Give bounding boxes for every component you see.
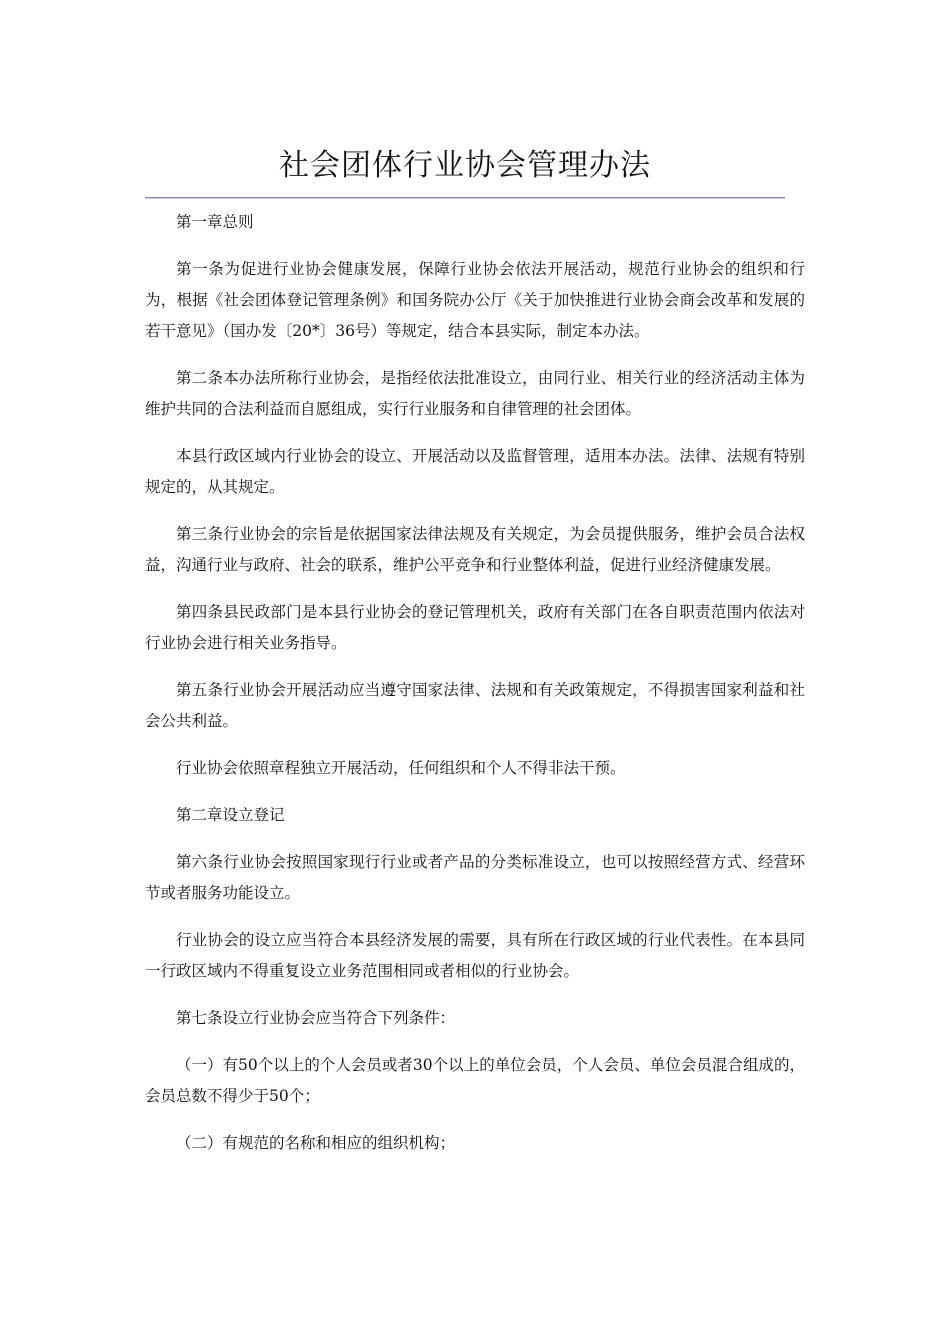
paragraph: 第七条设立行业协会应当符合下列条件：	[176, 1009, 456, 1027]
chapter-heading: 第一章总则	[176, 213, 254, 231]
paragraph: 行业协会依照章程独立开展活动，任何组织和个人不得非法干预。	[176, 759, 626, 777]
paragraph: （一）有50个以上的个人会员或者30个以上的单位会员，个人会员、单位会员混合组成的，会员总数不得少于50个；	[145, 1056, 805, 1105]
paragraph: 本县行政区域内行业协会的设立、开展活动以及监督管理，适用本办法。法律、法规有特别规定的，从其规定。	[145, 447, 805, 496]
title-divider	[145, 197, 785, 199]
chapter-heading: 第二章设立登记	[176, 806, 285, 824]
paragraph: 第二条本办法所称行业协会，是指经依法批准设立，由同行业、相关行业的经济活动主体为维护共同的合法利益而自愿组成，实行行业服务和自律管理的社会团体。	[145, 369, 805, 418]
paragraph: 行业协会的设立应当符合本县经济发展的需要，具有所在行政区域的行业代表性。在本县同一行政区域内不得重复设立业务范围相同或者相似的行业协会。	[145, 931, 805, 980]
paragraph: 第五条行业协会开展活动应当遵守国家法律、法规和有关政策规定，不得损害国家利益和社会公共利益。	[145, 681, 805, 730]
paragraph: （二）有规范的名称和相应的组织机构；	[176, 1134, 456, 1152]
paragraph: 第一条为促进行业协会健康发展，保障行业协会依法开展活动，规范行业协会的组织和行为，根据《社会团体登记管理条例》和国务院办公厅《关于加快推进行业协会商会改革和发展的若干意见》（国办发〔20*〕36号）等规定，结合本县实际，制定本办法。	[145, 260, 805, 340]
document-title: 社会团体行业协会管理办法	[279, 148, 651, 183]
paragraph: 第三条行业协会的宗旨是依据国家法律法规及有关规定，为会员提供服务，维护会员合法权益，沟通行业与政府、社会的联系，维护公平竞争和行业整体利益，促进行业经济健康发展。	[145, 525, 805, 574]
paragraph: 第六条行业协会按照国家现行行业或者产品的分类标准设立，也可以按照经营方式、经营环节或者服务功能设立。	[145, 853, 805, 902]
document-body	[145, 207, 805, 1175]
paragraph: 第四条县民政部门是本县行业协会的登记管理机关，政府有关部门在各自职责范围内依法对行业协会进行相关业务指导。	[145, 603, 805, 652]
